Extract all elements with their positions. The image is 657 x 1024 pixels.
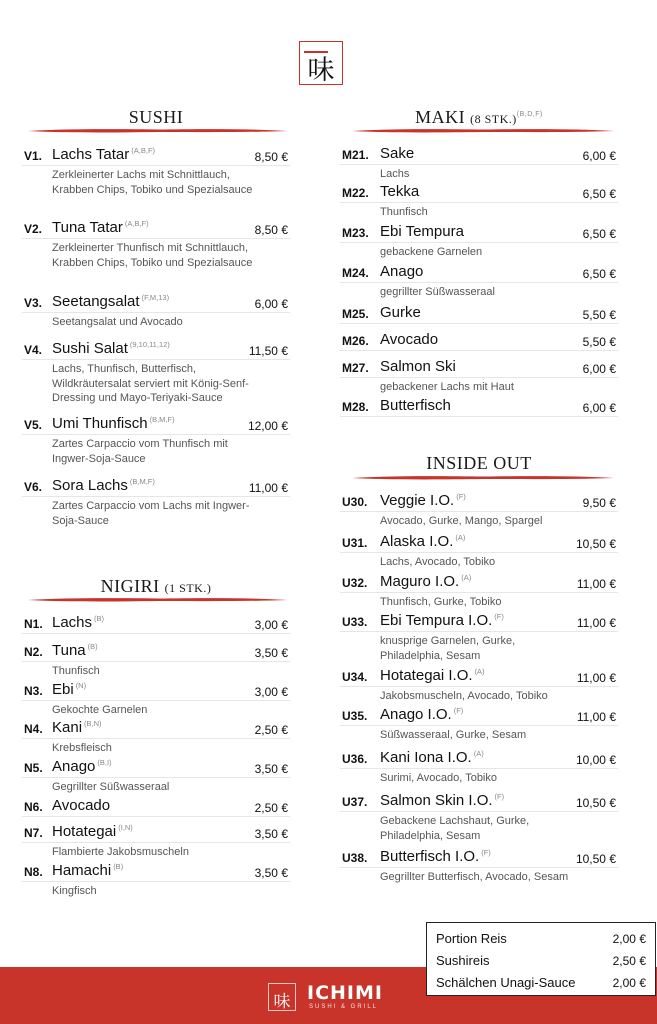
extra-name: Portion Reis <box>436 931 507 946</box>
section-allergens: (B,D,F) <box>516 111 543 118</box>
item-description: Gebackene Lachshaut, Gurke, Philadelphia, Sesam <box>380 815 530 842</box>
item-allergens: (I,N) <box>118 823 133 832</box>
item-code: M27. <box>342 361 369 375</box>
item-name: Hotategai <box>52 823 117 840</box>
item-price: 10,00 € <box>575 753 616 767</box>
item-price: 11,50 € <box>248 344 288 358</box>
section-title-nigiri: NIGIRI (1 STK.) <box>100 576 212 596</box>
item-name: Gurke <box>380 304 421 321</box>
item-name: Tuna Tatar <box>52 219 123 236</box>
item-description: Lachs, Thunfisch, Butterfisch, Wildkräutersalat serviert mit König-Senf-Dressing und Mayo-Teriyaki-Sauce <box>52 363 249 404</box>
menu-item-m22 <box>340 183 618 220</box>
item-price: 3,50 € <box>254 646 288 660</box>
item-description: Zartes Carpaccio vom Thunfisch mit Ingwer-Soja-Sauce <box>52 438 228 465</box>
item-price: 10,50 € <box>575 537 616 551</box>
item-code: U37. <box>342 795 368 809</box>
item-name: Ebi Tempura <box>380 223 464 240</box>
item-description: Lachs <box>380 168 410 180</box>
footer-logo-kanji: 味 <box>273 992 291 1012</box>
item-code: M21. <box>342 148 369 162</box>
item-price: 8,50 € <box>254 150 288 164</box>
item-description: Flambierte Jakobsmuscheln <box>52 846 189 858</box>
item-name: Anago <box>52 758 96 775</box>
item-code: M28. <box>342 400 369 414</box>
item-price: 8,50 € <box>254 223 288 237</box>
menu-item-u34 <box>340 667 618 704</box>
item-allergens: (B) <box>113 862 124 871</box>
menu-item-u37 <box>340 792 618 843</box>
item-name: Lachs Tatar <box>52 146 130 163</box>
item-code: N6. <box>24 800 43 814</box>
item-price: 11,00 € <box>576 616 616 630</box>
menu-item-v1 <box>22 146 290 197</box>
menu-item-u36 <box>340 749 618 786</box>
item-price: 2,50 € <box>254 723 288 737</box>
item-code: U32. <box>342 576 368 590</box>
item-description: Lachs, Avocado, Tobiko <box>380 556 496 568</box>
item-price: 5,50 € <box>582 308 616 322</box>
menu-item-m27 <box>340 358 618 395</box>
menu-item-v2 <box>22 219 290 270</box>
brand-subtitle: SUSHI & GRILL <box>309 1004 379 1010</box>
item-description: Surimi, Avocado, Tobiko <box>380 772 497 784</box>
item-allergens: (F) <box>481 848 491 857</box>
brand-name: ICHIMI <box>307 982 383 1004</box>
item-description: Gegrillter Butterfisch, Avocado, Sesam <box>380 871 569 883</box>
top-logo <box>299 41 343 85</box>
item-description: Thunfisch <box>380 206 428 218</box>
item-name: Butterfisch I.O. <box>380 848 480 865</box>
item-price: 9,50 € <box>582 496 616 510</box>
item-name: Veggie I.O. <box>380 492 455 509</box>
item-name: Hotategai I.O. <box>380 667 473 684</box>
item-description: Zartes Carpaccio vom Lachs mit Ingwer-Soja-Sauce <box>52 500 250 527</box>
menu-item-m25 <box>340 304 618 324</box>
item-description: knusprige Garnelen, Gurke, Philadelphia, Sesam <box>380 635 516 662</box>
item-code: N2. <box>24 645 43 659</box>
item-name: Anago I.O. <box>380 706 452 723</box>
item-allergens: (N) <box>75 681 87 690</box>
item-description: Krebsfleisch <box>52 742 112 754</box>
item-description: Jakobsmuscheln, Avocado, Tobiko <box>380 690 548 702</box>
brush-divider <box>28 128 288 133</box>
section-title-sushi: SUSHI <box>128 107 184 127</box>
item-price: 11,00 € <box>576 710 616 724</box>
menu-item-m24 <box>340 263 618 300</box>
item-name: Umi Thunfisch <box>52 415 148 432</box>
menu-item-n5 <box>22 758 290 795</box>
item-description: gebackener Lachs mit Haut <box>380 381 514 393</box>
extra-price: 2,50 € <box>612 954 646 968</box>
menu-item-v3 <box>22 293 290 330</box>
item-price: 6,50 € <box>582 187 616 201</box>
menu-item-n4 <box>22 719 290 756</box>
item-name: Sake <box>380 145 415 162</box>
item-code: M22. <box>342 186 369 200</box>
menu-item-u35 <box>340 706 618 743</box>
item-name: Avocado <box>52 797 111 814</box>
menu-item-v6 <box>22 477 290 528</box>
item-allergens: (A) <box>455 533 466 542</box>
item-description: Kingfisch <box>52 885 97 897</box>
item-name: Anago <box>380 263 424 280</box>
item-price: 10,50 € <box>575 796 616 810</box>
brush-divider <box>28 597 288 602</box>
item-name: Ebi Tempura I.O. <box>380 612 493 629</box>
brush-divider <box>352 128 614 133</box>
item-code: N8. <box>24 865 43 879</box>
item-allergens: (B) <box>94 614 105 623</box>
item-name: Kani <box>52 719 83 736</box>
item-code: V2. <box>24 222 43 236</box>
section-title-inside-out: INSIDE OUT <box>426 453 532 473</box>
menu-item-n1 <box>22 614 290 634</box>
item-code: N1. <box>24 617 43 631</box>
item-code: N7. <box>24 826 43 840</box>
item-code: N3. <box>24 684 43 698</box>
item-description: Zerkleinerter Thunfisch mit Schnittlauch, Krabben Chips, Tobiko und Spezialsauce <box>52 242 253 269</box>
item-name: Butterfisch <box>380 397 451 414</box>
extra-item <box>436 975 646 995</box>
item-description: Zerkleinerter Lachs mit Schnittlauch, Krabben Chips, Tobiko und Spezialsauce <box>52 169 253 196</box>
item-description: Gekochte Garnelen <box>52 704 148 716</box>
menu-item-n8 <box>22 862 290 899</box>
item-description: Seetangsalat und Avocado <box>52 316 183 328</box>
item-allergens: (A) <box>473 749 484 758</box>
item-price: 6,00 € <box>254 297 288 311</box>
menu-item-v5 <box>22 415 290 466</box>
item-description: Avocado, Gurke, Mango, Spargel <box>380 515 543 527</box>
menu-item-m26 <box>340 331 618 351</box>
item-price: 11,00 € <box>576 671 616 685</box>
item-allergens: (A) <box>461 573 472 582</box>
item-allergens: (B,I) <box>97 758 112 767</box>
menu-item-u31 <box>340 533 618 570</box>
item-price: 5,50 € <box>582 335 616 349</box>
item-code: U38. <box>342 851 368 865</box>
menu-item-n6 <box>22 797 290 817</box>
item-code: M24. <box>342 266 369 280</box>
menu-item-u33 <box>340 612 618 663</box>
item-allergens: (A,B,F) <box>131 146 156 155</box>
item-price: 6,50 € <box>582 267 616 281</box>
item-price: 3,00 € <box>254 685 288 699</box>
item-name: Sushi Salat <box>52 340 128 357</box>
item-price: 6,00 € <box>582 401 616 415</box>
item-description: Thunfisch <box>52 665 100 677</box>
section-title-maki: MAKI (8 STK.)$^{(B,D,F)}$ <box>415 107 543 127</box>
item-allergens: (A) <box>474 667 485 676</box>
item-code: U33. <box>342 615 368 629</box>
item-price: 6,00 € <box>582 149 616 163</box>
extra-name: Sushireis <box>436 953 490 968</box>
item-price: 3,00 € <box>254 618 288 632</box>
item-code: M23. <box>342 226 369 240</box>
item-name: Salmon Ski <box>380 358 456 375</box>
item-name: Lachs <box>52 614 93 631</box>
item-name: Ebi <box>52 681 74 698</box>
item-allergens: (F) <box>456 492 466 501</box>
item-allergens: (B,N) <box>84 719 102 728</box>
menu-item-n3 <box>22 681 290 718</box>
item-code: M26. <box>342 334 369 348</box>
item-price: 3,50 € <box>254 827 288 841</box>
item-code: V4. <box>24 343 43 357</box>
menu-item-u30 <box>340 492 618 529</box>
item-allergens: (F) <box>494 792 505 801</box>
item-code: U36. <box>342 752 368 766</box>
item-price: 2,50 € <box>254 801 288 815</box>
item-code: V3. <box>24 296 43 310</box>
item-code: V5. <box>24 418 43 432</box>
item-price: 3,50 € <box>254 762 288 776</box>
item-name: Maguro I.O. <box>380 573 460 590</box>
item-allergens: (B) <box>87 642 98 651</box>
item-price: 12,00 € <box>247 419 288 433</box>
item-description: Thunfisch, Gurke, Tobiko <box>380 596 502 608</box>
item-price: 10,50 € <box>575 852 616 866</box>
item-code: U34. <box>342 670 368 684</box>
item-code: U30. <box>342 495 368 509</box>
extra-name: Schälchen Unagi-Sauce <box>436 975 576 990</box>
item-name: Seetangsalat <box>52 293 140 310</box>
section-subtitle: (1 STK.) <box>164 581 212 595</box>
menu-item-n7 <box>22 823 290 860</box>
brush-divider <box>352 475 614 480</box>
item-price: 11,00 € <box>248 481 288 495</box>
extras-box <box>426 922 656 996</box>
menu-item-v4 <box>22 340 290 406</box>
item-allergens: (F,M,13) <box>141 293 170 302</box>
item-code: N5. <box>24 761 43 775</box>
menu-item-m21 <box>340 145 618 182</box>
item-name: Tekka <box>380 183 420 200</box>
item-allergens: (F) <box>453 706 464 715</box>
menu-item-m23 <box>340 223 618 260</box>
item-description: gebackene Garnelen <box>380 246 483 258</box>
item-description: Süßwasseraal, Gurke, Sesam <box>380 729 527 741</box>
item-code: V6. <box>24 480 43 494</box>
item-price: 6,00 € <box>582 362 616 376</box>
menu-item-n2 <box>22 642 290 679</box>
item-name: Alaska I.O. <box>380 533 454 550</box>
item-allergens: (B,M,F) <box>149 415 175 424</box>
item-description: gegrillter Süßwasseraal <box>380 286 495 298</box>
menu-item-u32 <box>340 573 618 610</box>
extra-price: 2,00 € <box>612 932 646 946</box>
item-name: Salmon Skin I.O. <box>380 792 493 809</box>
section-subtitle: (8 STK.) <box>470 112 517 126</box>
item-code: N4. <box>24 722 43 736</box>
item-description: Gegrillter Süßwasseraal <box>52 781 170 793</box>
item-allergens: (F) <box>494 612 504 621</box>
item-name: Hamachi <box>52 862 112 879</box>
item-allergens: (B,M,F) <box>129 477 155 486</box>
logo-kanji: 味 <box>307 55 335 86</box>
item-price: 6,50 € <box>582 227 616 241</box>
menu-item-u38 <box>340 848 618 885</box>
item-allergens: (A,B,F) <box>124 219 149 228</box>
extra-price: 2,00 € <box>612 976 646 990</box>
item-code: U35. <box>342 709 368 723</box>
item-code: V1. <box>24 149 43 163</box>
item-code: U31. <box>342 536 368 550</box>
footer-logo-mark <box>268 983 296 1011</box>
extra-item <box>436 953 646 973</box>
item-price: 11,00 € <box>576 577 616 591</box>
item-code: M25. <box>342 307 369 321</box>
item-name: Kani Iona I.O. <box>380 749 472 766</box>
item-name: Sora Lachs <box>52 477 128 494</box>
menu-item-m28 <box>340 397 618 417</box>
item-allergens: (9,10,11,12) <box>129 340 170 349</box>
item-price: 3,50 € <box>254 866 288 880</box>
item-name: Tuna <box>52 642 86 659</box>
extra-item <box>436 931 646 951</box>
item-name: Avocado <box>380 331 439 348</box>
